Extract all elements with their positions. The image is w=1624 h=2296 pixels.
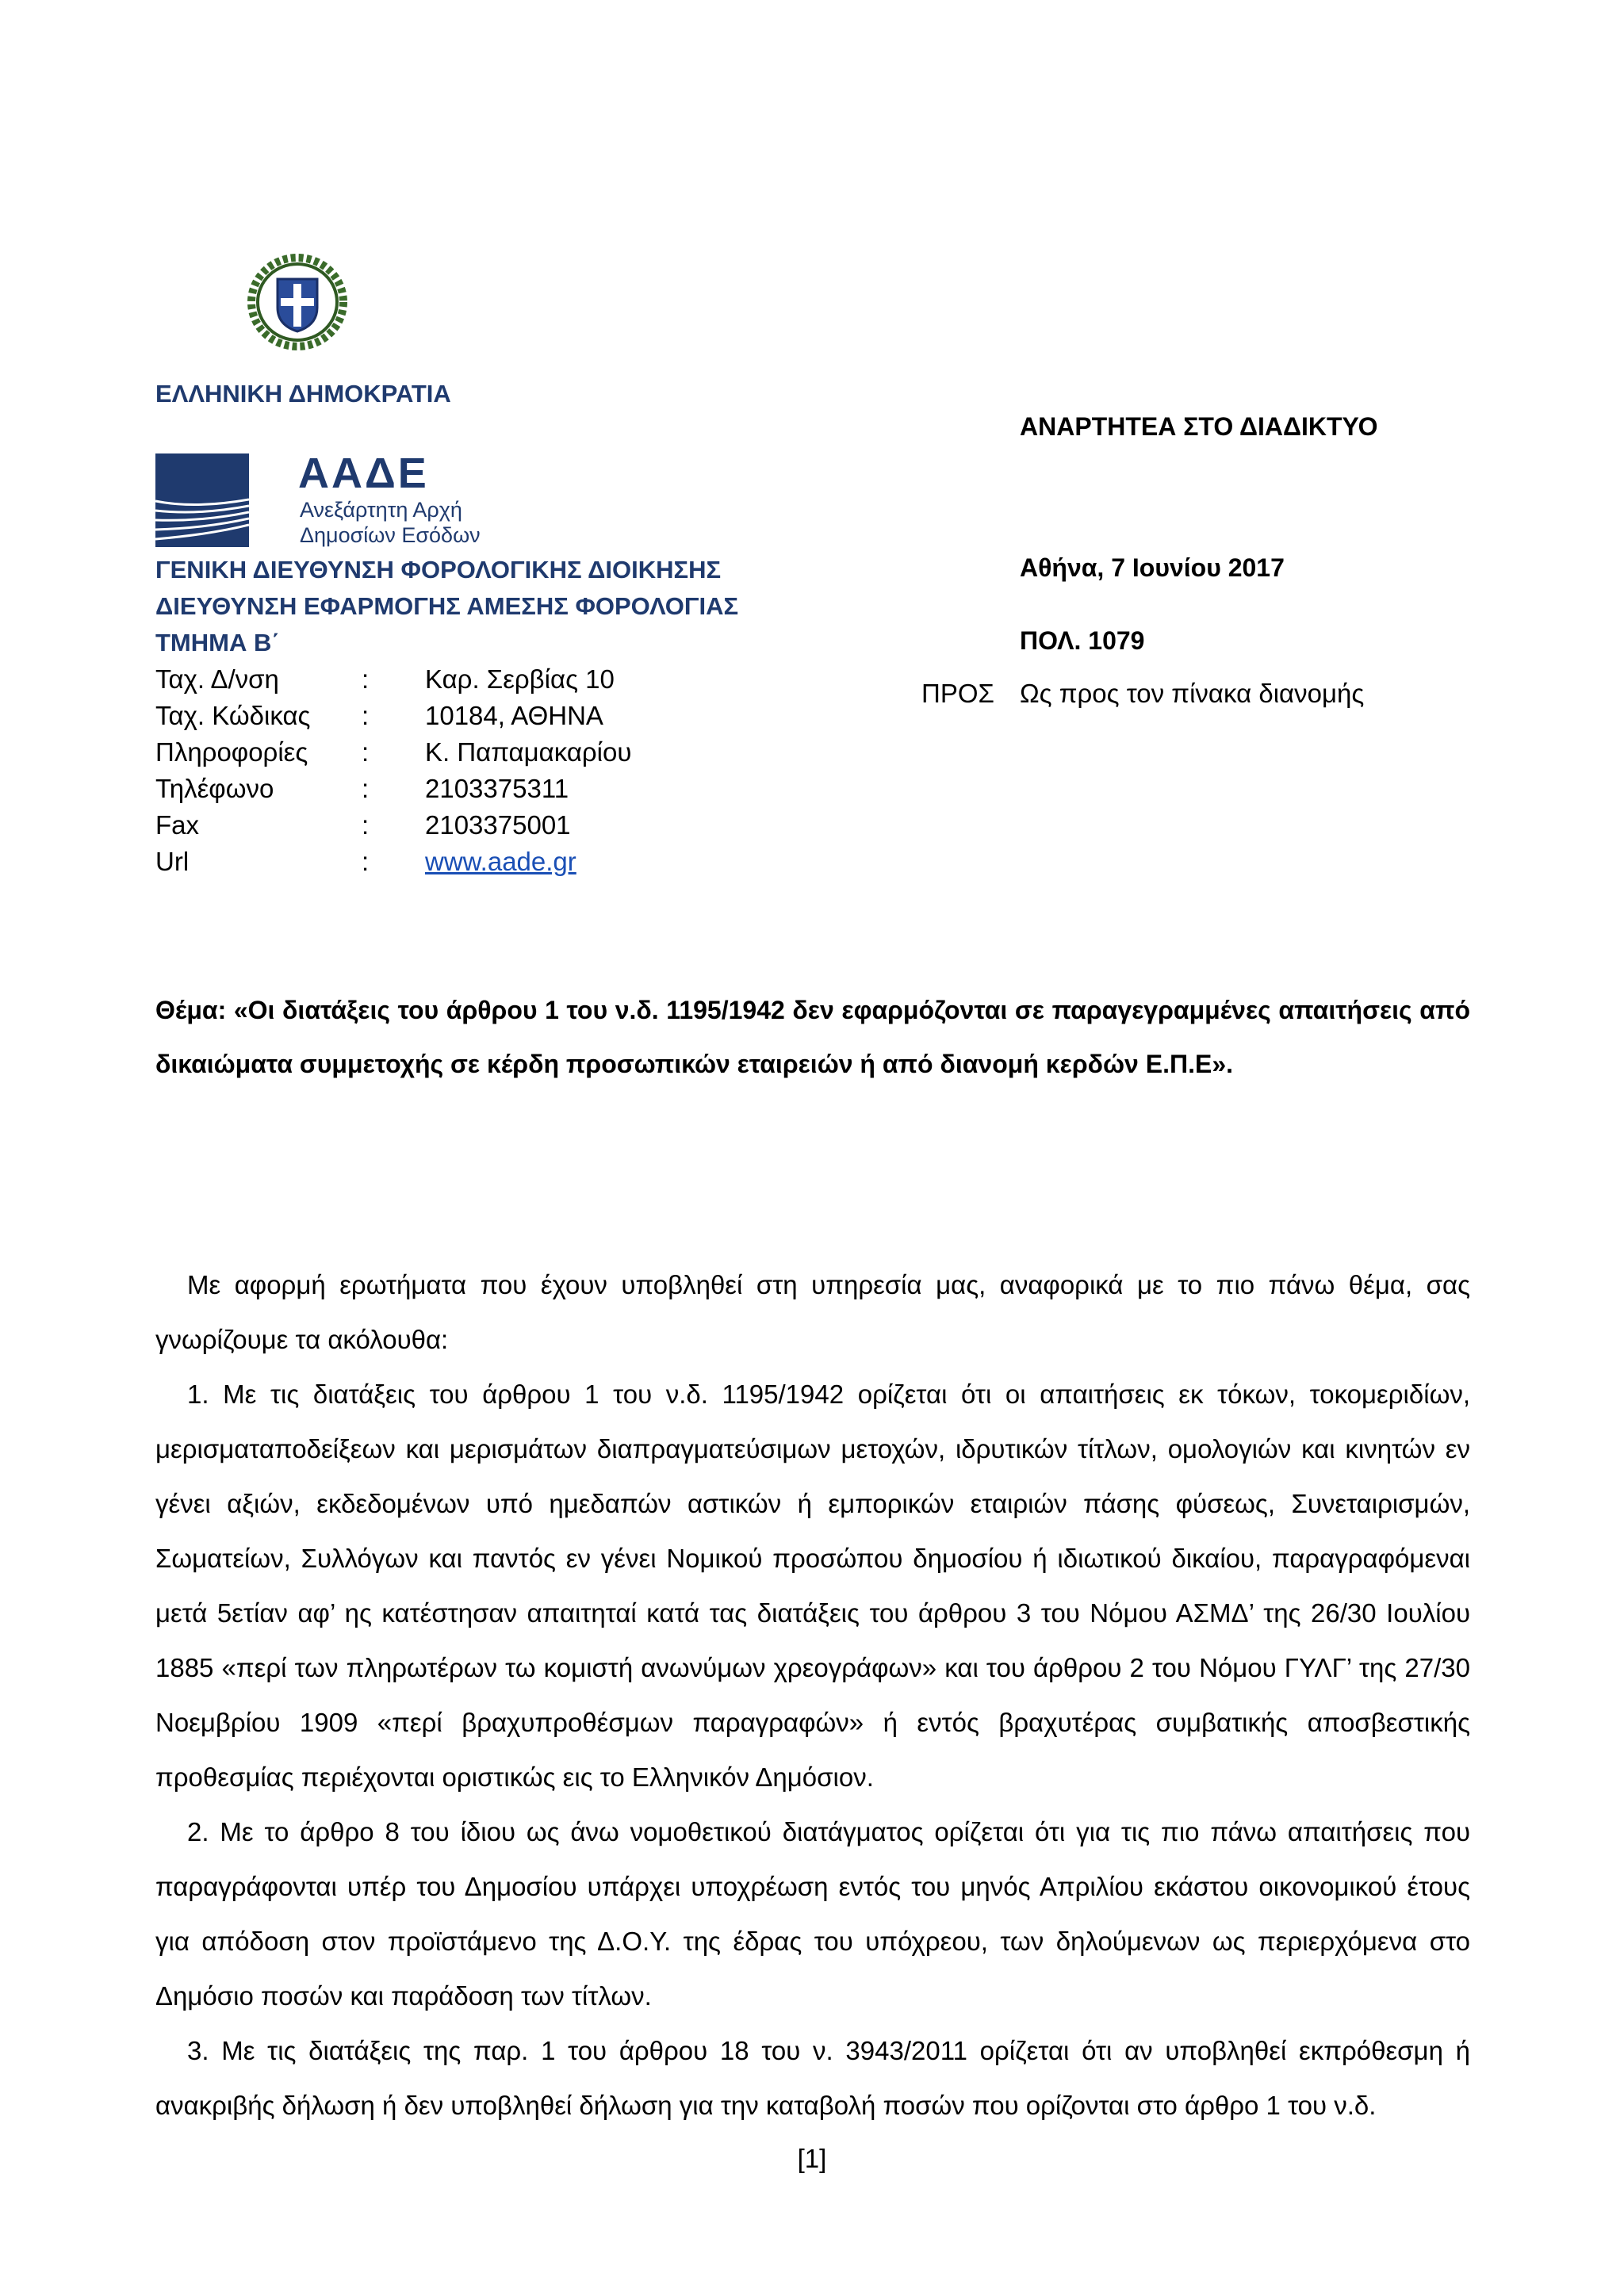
contact-colon: : — [362, 847, 370, 876]
subject: Θέμα: «Οι διατάξεις του άρθρου 1 του ν.δ. 1195/1942 δεν εφαρμόζονται σε παραγεγραμμένες απαιτήσεις από δικαιώματα συμμετοχής σε κέρδη προσωπικών εταιρειών ή από διανομή κερδών Ε.Π.Ε». — [155, 996, 1470, 1078]
body-paragraph-2: 2. Με το άρθρο 8 του ίδιου ως άνω νομοθετικού διατάγματος ορίζεται ότι για τις πιο πάνω απαιτήσεις που παραγράφονται υπέρ του Δημοσίου υπάρχει υποχρέωση εντός του μηνός Απριλίου εκάστου οικονομικού έτους για απόδοση στον προϊστάμενο της Δ.Ο.Υ. της έδρας του υπόχρεου, των δηλούμενων ως περιερχόμενα στο Δημόσιο ποσών και παράδοση των τίτλων. — [155, 1817, 1470, 2011]
republic-title: ΕΛΛΗΝΙΚΗ ΔΗΜΟΚΡΑΤΙΑ — [155, 380, 451, 408]
document-date: Αθήνα, 7 Ιουνίου 2017 — [1020, 553, 1285, 582]
contact-colon: : — [362, 664, 370, 694]
contact-value: Καρ. Σερβίας 10 — [425, 664, 615, 694]
department-section: ΤΜΗΜΑ Β΄ — [155, 629, 280, 656]
document-number: ΠΟΛ. 1079 — [1020, 626, 1145, 655]
website-link[interactable]: www.aade.gr — [425, 847, 576, 876]
contact-colon: : — [362, 774, 370, 803]
aade-logo-title: ΑΑΔΕ — [298, 450, 429, 497]
contact-value: Κ. Παπαμακαρίου — [425, 737, 632, 767]
recipient-value: Ως προς τον πίνακα διανομής — [1020, 679, 1365, 708]
contact-value: 10184, ΑΘΗΝΑ — [425, 701, 603, 730]
coat-of-arms-emblem — [246, 252, 349, 352]
aade-logo-subtitle-1: Ανεξάρτητη Αρχή — [300, 498, 462, 522]
body-paragraph-1: 1. Με τις διατάξεις του άρθρου 1 του ν.δ. 1195/1942 ορίζεται ότι οι απαιτήσεις εκ τόκων, τοκομεριδίων, μερισματαποδείξεων και μερισμάτων διαπραγματεύσιμων μετοχών, ιδρυτικών τίτλων, ομολογιών και κινητών εν γένει αξιών, εκδεδομένων υπό ημεδαπών αστικών ή εμπορικών εταιριών πάσης φύσεως, Συνεταιρισμών, Σωματείων, Συλλόγων και παντός εν γένει Νομικού προσώπου δημοσίου ή ιδιωτικού δικαίου, παραγραφόμεναι μετά 5ετίαν αφ’ ης κατέστησαν απαιτηταί κατά τας διατάξεις του άρθρου 3 του Νόμου ΑΣΜΔ’ της 26/30 Ιουλίου 1885 «περί των πληρωτέρων τω κομιστή ανωνύμων χρεογράφων» και του άρθρου 2 του Νόμου ΓΥΛΓ’ της 27/30 Νοεμβρίου 1909 «περί βραχυπροθέσμων παραγραφών» ή εντός βραχυτέρας συμβατικής αποσβεστικής προθεσμίας περιέχονται οριστικώς εις το Ελληνικόν Δημόσιον. — [155, 1380, 1470, 1792]
contact-label: Ταχ. Κώδικας — [155, 701, 311, 730]
contact-label: Url — [155, 847, 190, 876]
contact-colon: : — [362, 737, 370, 767]
contact-colon: : — [362, 810, 370, 840]
page-number: [1] — [797, 2144, 827, 2173]
posting-notice: ΑΝΑΡΤΗΤΕΑ ΣΤΟ ΔΙΑΔΙΚΤΥΟ — [1020, 412, 1378, 441]
aade-logo-subtitle-2: Δημοσίων Εσόδων — [300, 523, 481, 547]
contact-label: Fax — [155, 810, 200, 840]
aade-logo — [155, 450, 504, 549]
contact-value: 2103375311 — [425, 774, 569, 803]
body-intro: Με αφορμή ερωτήματα που έχουν υποβληθεί στη υπηρεσία μας, αναφορικά με το πιο πάνω θέμα, σας γνωρίζουμε τα ακόλουθα: — [155, 1270, 1470, 1354]
department-direction: ΔΙΕΥΘΥΝΣΗ ΕΦΑΡΜΟΓΗΣ ΑΜΕΣΗΣ ΦΟΡΟΛΟΓΙΑΣ — [155, 592, 739, 620]
recipient-label: ΠΡΟΣ — [921, 679, 994, 708]
contact-value: 2103375001 — [425, 810, 571, 840]
contact-label: Τηλέφωνο — [155, 774, 274, 803]
contact-label: Πληροφορίες — [155, 737, 308, 767]
body-paragraph-3: 3. Με τις διατάξεις της παρ. 1 του άρθρου 18 του ν. 3943/2011 ορίζεται ότι αν υποβληθεί εκπρόθεσμη ή ανακριβής δήλωση ή δεν υποβληθεί δήλωση για την καταβολή ποσών που ορίζονται στο άρθρο 1 του ν.δ. — [155, 2036, 1470, 2120]
contact-colon: : — [362, 701, 370, 730]
aade-logo-mark — [155, 453, 249, 547]
department-general: ΓΕΝΙΚΗ ΔΙΕΥΘΥΝΣΗ ΦΟΡΟΛΟΓΙΚΗΣ ΔΙΟΙΚΗΣΗΣ — [155, 556, 722, 584]
letter-body — [155, 1257, 1470, 2133]
contact-label: Ταχ. Δ/νση — [155, 664, 279, 694]
